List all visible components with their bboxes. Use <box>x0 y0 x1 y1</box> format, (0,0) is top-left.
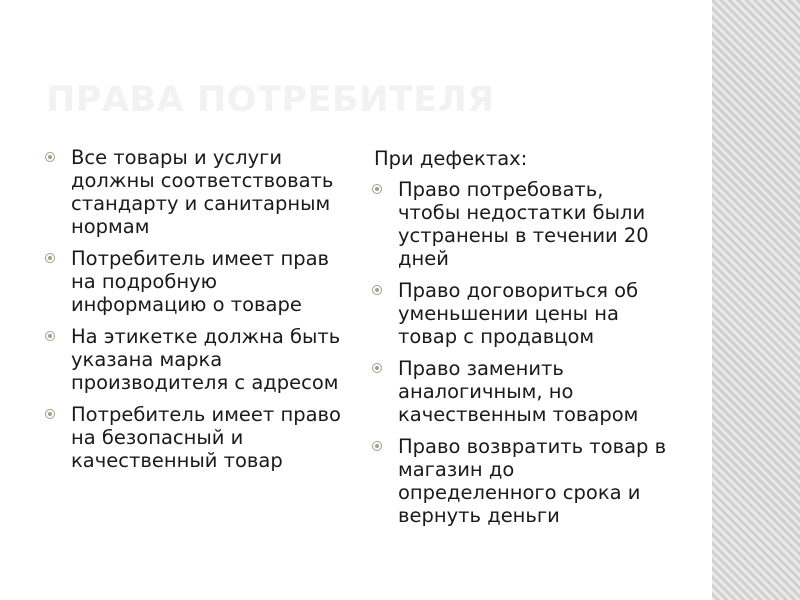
right-bullet-list <box>371 178 671 527</box>
list-item <box>371 279 671 348</box>
circle-bullet-icon <box>372 285 382 295</box>
list-item-text: На этикетке должна быть указана марка производителя с адресом <box>71 325 341 394</box>
list-item-text: Потребитель имеет право на безопасный и качественный товар <box>71 403 341 472</box>
list-item <box>371 178 671 270</box>
list-item-text: Потребитель имеет прав на подробную информацию о товаре <box>71 247 330 316</box>
list-item-text: Право потребовать, чтобы недостатки были устранены в течении 20 дней <box>398 178 649 270</box>
circle-bullet-icon <box>45 152 55 162</box>
list-item <box>44 325 349 394</box>
list-item <box>371 357 671 426</box>
list-item-text: Все товары и услуги должны соответствовать стандарту и санитарным нормам <box>71 146 334 238</box>
list-item <box>371 435 671 527</box>
slide-title: ПРАВА ПОТРЕБИТЕЛЯ <box>46 80 495 120</box>
list-item-text: Право заменить аналогичным, но качественным товаром <box>398 357 639 426</box>
list-item-text: Право возвратить товар в магазин до определенного срока и вернуть деньги <box>398 435 667 527</box>
list-item <box>44 247 349 316</box>
circle-bullet-icon <box>372 363 382 373</box>
circle-bullet-icon <box>45 253 55 263</box>
circle-bullet-icon <box>372 441 382 451</box>
list-item <box>44 403 349 472</box>
list-item-text: Право договориться об уменьшении цены на товар с продавцом <box>398 279 639 348</box>
circle-bullet-icon <box>45 331 55 341</box>
list-item <box>44 146 349 238</box>
circle-bullet-icon <box>372 184 382 194</box>
left-bullet-list <box>44 146 349 472</box>
circle-bullet-icon <box>45 409 55 419</box>
right-column-heading: При дефектах: <box>374 147 528 170</box>
decorative-side-stripe <box>712 0 800 600</box>
right-column <box>371 147 671 536</box>
left-column <box>44 146 349 481</box>
